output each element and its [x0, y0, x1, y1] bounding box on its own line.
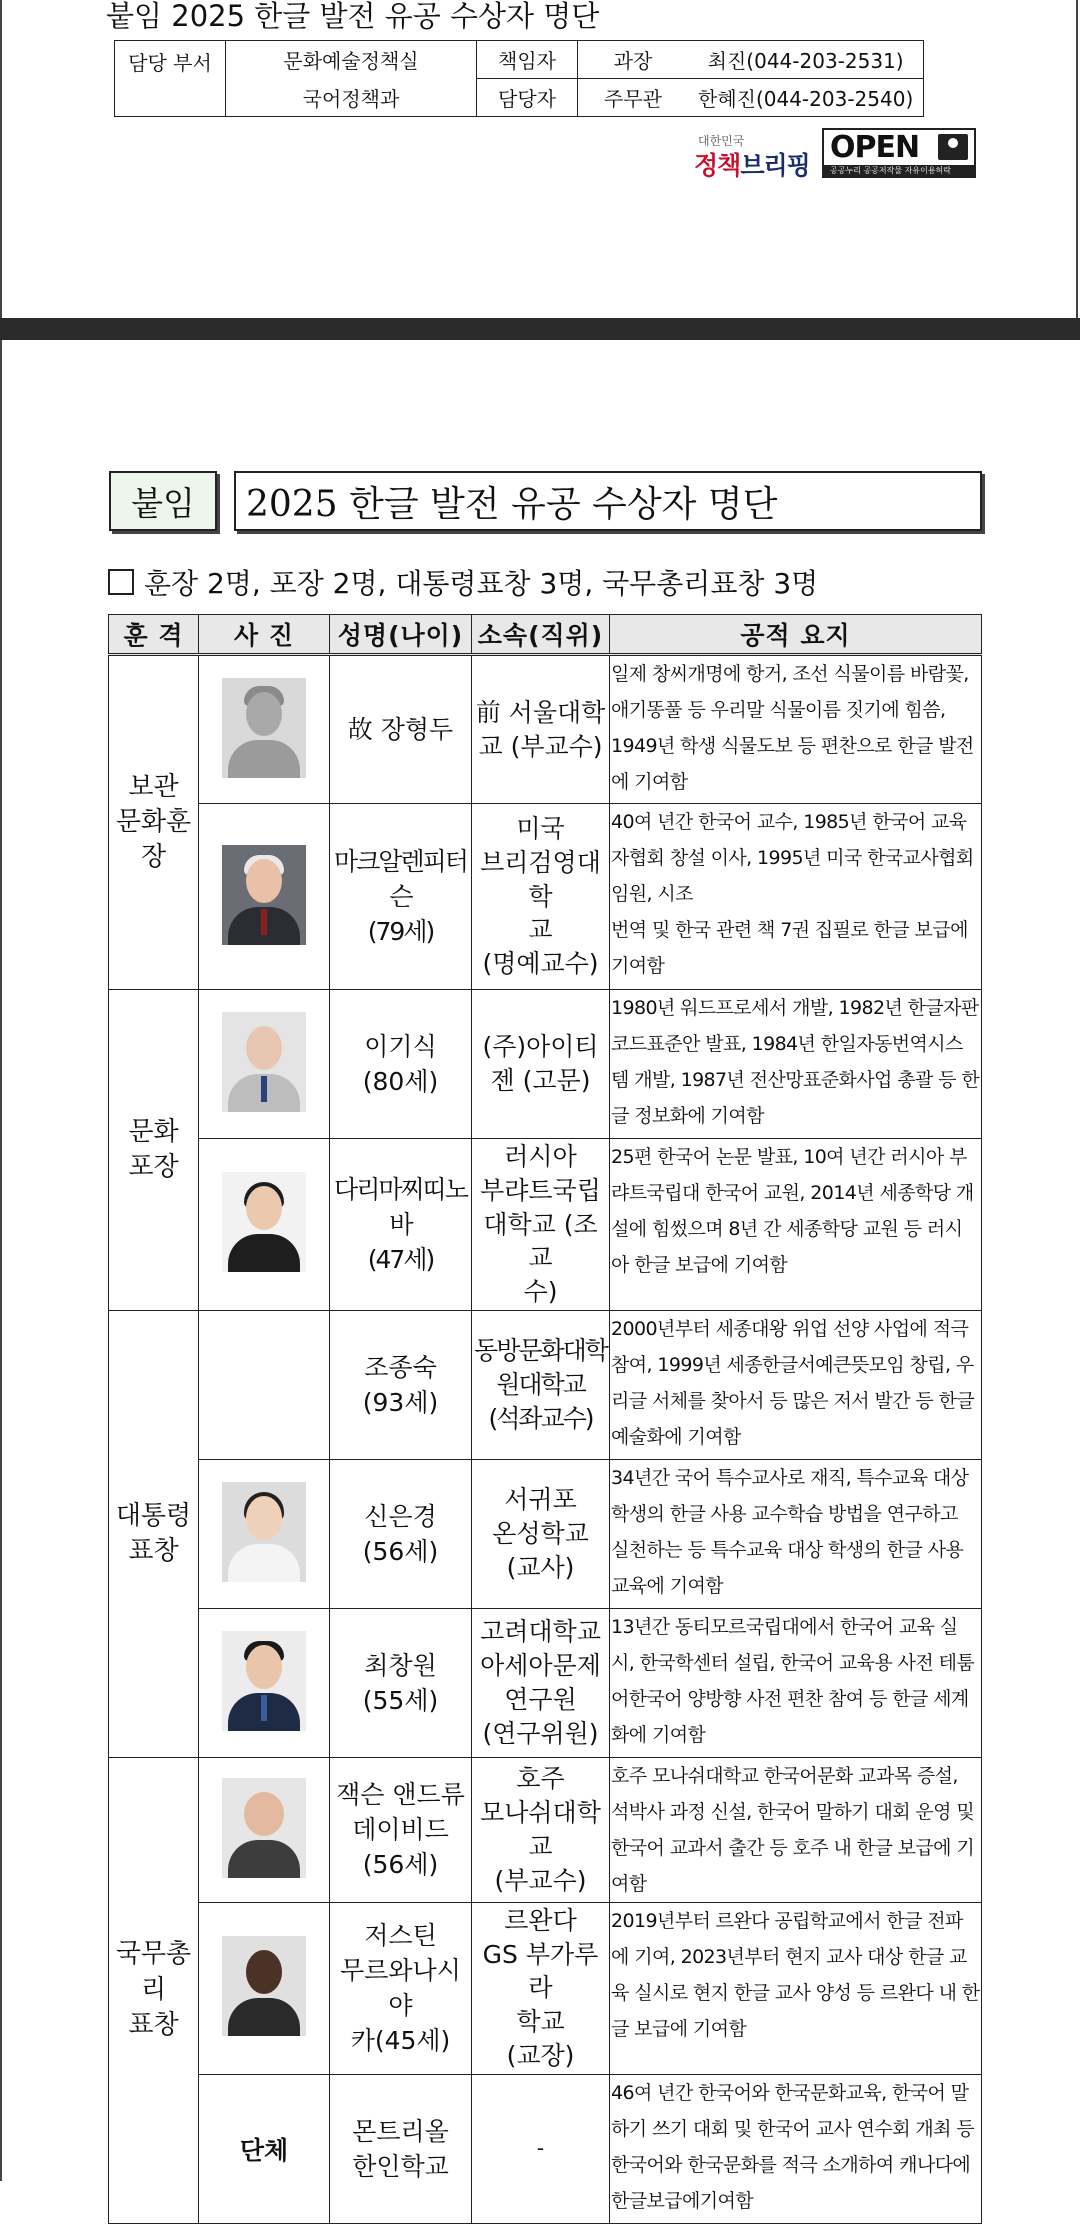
person-icon — [938, 134, 968, 160]
awardee-name: 마크알렌피터슨 (79세) — [330, 804, 472, 990]
table-row — [109, 1608, 982, 1757]
awardee-org: - — [472, 2074, 610, 2223]
awardee-org: 고려대학교 아세아문제 연구원 (연구위원) — [472, 1608, 610, 1757]
awardee-desc: 40여 년간 한국어 교수, 1985년 한국어 교육자협회 창설 이사, 1995년 미국 한국교사협회 임원, 시조 번역 및 한국 관련 책 7권 집필로 한글 보급에 기여함 — [610, 804, 982, 990]
dept-line1: 문화예술정책실 — [226, 41, 477, 79]
header-desc: 공적 요지 — [610, 615, 982, 655]
header-grade: 훈 격 — [109, 615, 199, 655]
grade-group-4: 국무총 리 표창 — [109, 1757, 199, 2223]
resp-person: 최진(044-203-2531) — [688, 41, 924, 79]
summary-text: 훈장 2명, 포장 2명, 대통령표창 3명, 국무총리표창 3명 — [144, 567, 819, 600]
staff-label: 담당자 — [477, 79, 578, 117]
logo-brief-red: 정책 — [694, 151, 741, 180]
empty-photo-cell — [199, 1310, 330, 1459]
portrait-photo — [222, 1936, 306, 2036]
awardee-org: (주)아이티 젠 (고문) — [472, 990, 610, 1139]
resp-label: 책임자 — [477, 41, 578, 79]
header-org: 소속(직위) — [472, 615, 610, 655]
table-row — [109, 1902, 982, 2074]
awardee-org: 동방문화대학 원대학교 (석좌교수) — [472, 1310, 610, 1459]
grade-group-3: 대통령 표창 — [109, 1310, 199, 1757]
awardee-org: 미국 브리검영대학 교 (명예교수) — [472, 804, 610, 990]
open-license-logo — [822, 128, 976, 178]
award-summary — [108, 562, 818, 602]
awardee-desc: 25편 한국어 논문 발표, 10여 년간 러시아 부랴트국립대 한국어 교원, 2014년 세종학당 개설에 힘썼으며 8년 간 세종학당 교원 등 러시아 한글 보급에 기여함 — [610, 1139, 982, 1311]
table-row — [109, 804, 982, 990]
table-row — [109, 1139, 982, 1311]
awardee-name: 최창원 (55세) — [330, 1608, 472, 1757]
table-row — [109, 1459, 982, 1608]
previous-page-fragment — [0, 0, 1078, 318]
table-header-row — [109, 615, 982, 655]
awardee-desc: 13년간 동티모르국립대에서 한국어 교육 실시, 한국학센터 설립, 한국어 교육용 사전 테툼어한국어 양방향 사전 편찬 참여 등 한글 세계화에 기여함 — [610, 1608, 982, 1757]
logo-brief-small: 대한민국 — [698, 134, 745, 148]
awardee-name: 저스틴 무르와나시야 카(45세) — [330, 1902, 472, 2074]
portrait-photo — [222, 1172, 306, 1272]
table-row — [109, 990, 982, 1139]
staff-person: 한혜진(044-203-2540) — [688, 79, 924, 117]
header-photo: 사 진 — [199, 615, 330, 655]
resp-title: 과장 — [578, 41, 689, 79]
portrait-photo — [222, 1482, 306, 1582]
awardee-org: 前 서울대학 교 (부교수) — [472, 655, 610, 804]
page1-title: 붙임 2025 한글 발전 유공 수상자 명단 — [106, 0, 600, 33]
table-row — [109, 655, 982, 804]
portrait-photo — [222, 1631, 306, 1731]
awards-table — [108, 614, 982, 2224]
grade-group-1: 보관 문화훈 장 — [109, 655, 199, 990]
attachment-tag: 붙임 — [109, 471, 217, 531]
awardee-name: 잭슨 앤드류 데이비드 (56세) — [330, 1757, 472, 1902]
attachment-title: 2025 한글 발전 유공 수상자 명단 — [234, 471, 982, 531]
grade-group-2: 문화 포장 — [109, 990, 199, 1311]
portrait-photo — [222, 845, 306, 945]
logo-brief-blue: 브리핑 — [740, 151, 810, 180]
awardee-desc: 호주 모나쉬대학교 한국어문화 교과목 증설, 석박사 과정 신설, 한국어 말하기 대회 운영 및 한국어 교과서 출간 등 호주 내 한글 보급에 기여함 — [610, 1757, 982, 1902]
group-label: 단체 — [199, 2074, 330, 2223]
awardee-org: 서귀포 온성학교 (교사) — [472, 1459, 610, 1608]
policy-briefing-logo — [692, 132, 810, 182]
table-row — [109, 1757, 982, 1902]
awardee-org: 러시아 부랴트국립 대학교 (조교 수) — [472, 1139, 610, 1311]
header-name: 성명(나이) — [330, 615, 472, 655]
open-logo-word: OPEN — [830, 130, 920, 165]
awardee-org: 르완다 GS 부가루라 학교 (교장) — [472, 1902, 610, 2074]
awardee-desc: 2000년부터 세종대왕 위업 선양 사업에 적극 참여, 1999년 세종한글서예큰뜻모임 창립, 우리글 서체를 찾아서 등 많은 저서 발간 등 한글 예술화에 기여함 — [610, 1310, 982, 1459]
awardee-desc: 34년간 국어 특수교사로 재직, 특수교육 대상 학생의 한글 사용 교수학습 방법을 연구하고 실천하는 등 특수교육 대상 학생의 한글 사용 교육에 기여함 — [610, 1459, 982, 1608]
awardee-desc: 일제 창씨개명에 항거, 조선 식물이름 바람꽃, 애기똥풀 등 우리말 식물이름 짓기에 힘씀, 1949년 학생 식물도보 등 편찬으로 한글 발전에 기여함 — [610, 655, 982, 804]
awardee-desc: 46여 년간 한국어와 한국문화교육, 한국어 말하기 쓰기 대회 및 한국어 교사 연수회 개최 등 한국어와 한국문화를 적극 소개하여 캐나다에 한글보급에기여함 — [610, 2074, 982, 2223]
page-divider — [0, 318, 1080, 340]
portrait-photo — [222, 678, 306, 778]
portrait-photo — [222, 1778, 306, 1878]
contact-table — [114, 40, 924, 117]
awardee-name: 신은경 (56세) — [330, 1459, 472, 1608]
awardee-desc: 1980년 워드프로세서 개발, 1982년 한글자판 코드표준안 발표, 1984년 한일자동번역시스템 개발, 1987년 전산망표준화사업 총괄 등 한글 정보화에 기여함 — [610, 990, 982, 1139]
table-row — [109, 1310, 982, 1459]
checkbox-square-icon — [108, 569, 134, 595]
awardee-name: 조종숙 (93세) — [330, 1310, 472, 1459]
staff-title: 주무관 — [578, 79, 689, 117]
open-logo-strip: 공공누리 공공저작물 자유이용허락 — [824, 165, 974, 176]
awardee-name: 다리마찌띠노바 (47세) — [330, 1139, 472, 1311]
awardee-name: 몬트리올 한인학교 — [330, 2074, 472, 2223]
awardee-desc: 2019년부터 르완다 공립학교에서 한글 전파에 기여, 2023년부터 현지 교사 대상 한글 교육 실시로 현지 한글 교사 양성 등 르완다 내 한글 보급에 기여함 — [610, 1902, 982, 2074]
dept-label: 담당 부서 — [115, 41, 226, 117]
awardee-org: 호주 모나쉬대학 교 (부교수) — [472, 1757, 610, 1902]
dept-line2: 국어정책과 — [226, 79, 477, 117]
table-row — [109, 2074, 982, 2223]
document-page — [0, 340, 1080, 2212]
awardee-name: 이기식 (80세) — [330, 990, 472, 1139]
awardee-name: 故 장형두 — [330, 655, 472, 804]
portrait-photo — [222, 1012, 306, 1112]
